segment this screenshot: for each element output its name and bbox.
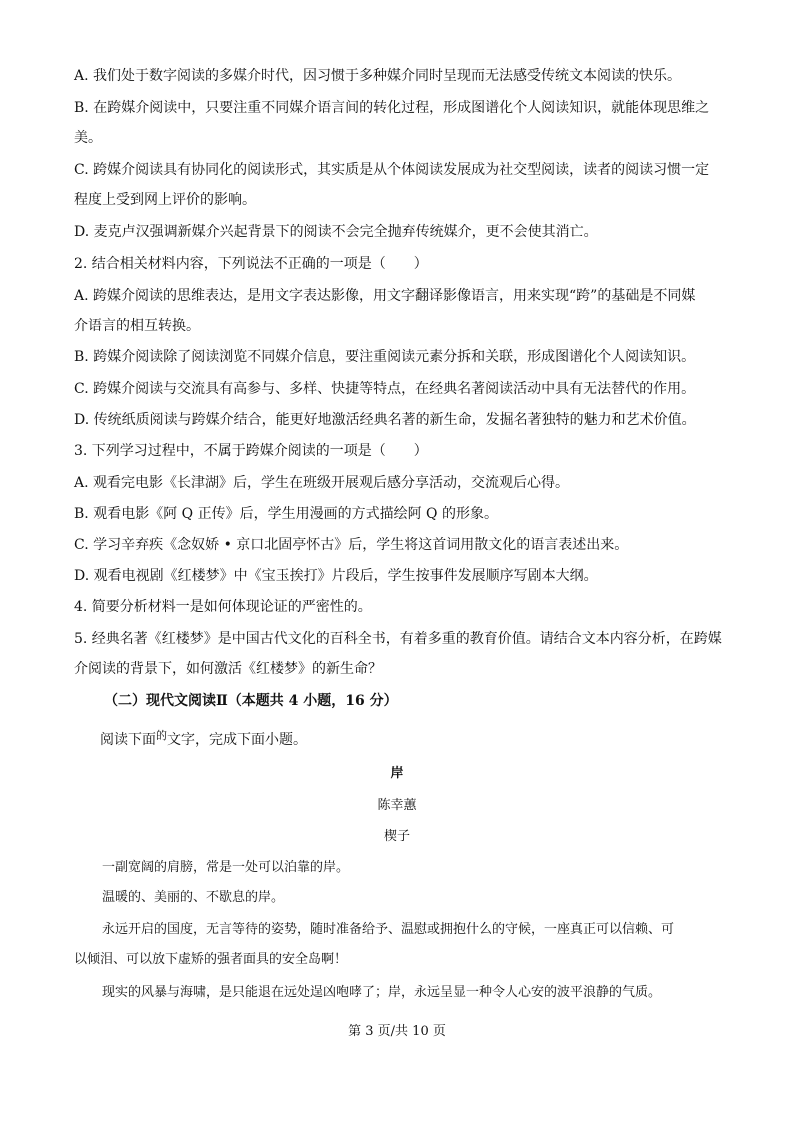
q4-stem: 4. 简要分析材料一是如何体现论证的严密性的。 [74,599,372,615]
q3-option-c: C. 学习辛弃疾《念奴娇 • 京口北固亭怀古》后，学生将这首词用散文化的语言表述出来。 [74,537,629,553]
q2-option-d: D. 传统纸质阅读与跨媒介结合，能更好地激活经典名著的新生命，发掘名著独特的魅力和艺术价值。 [74,412,696,428]
page-footer: 第 3 页/共 10 页 [348,1024,446,1039]
reading-instruction [100,730,760,751]
article-author: 陈幸蕙 [377,798,417,813]
article-paragraph-1: 一副宽阔的肩膀，常是一处可以泊靠的岸。 [102,860,350,875]
article-paragraph-2: 温暖的、美丽的、不歇息的岸。 [102,890,285,905]
q3-option-a: A. 观看完电影《长津湖》后，学生在班级开展观后感分享活动，交流观后心得。 [74,475,570,491]
q2-option-a-line1: A. 跨媒介阅读的思维表达，是用文字表达影像，用文字翻译影像语言，用来实现“跨”的基础是不同媒 [74,288,696,304]
instruction-sup: 的 [156,729,167,742]
article-subtitle: 楔子 [383,829,410,844]
article-paragraph-3-line1: 永远开启的国度，无言等待的姿势，随时准备给予、温慰或拥抱什么的守候，一座真正可以信赖、可 [102,922,675,937]
q1-option-c-line1: C. 跨媒介阅读具有协同化的阅读形式，其实质是从个体阅读发展成为社交型阅读，读者的阅读习惯一定 [74,162,710,178]
instruction-pre: 阅读下面 [100,732,156,748]
q5-stem-line1: 5. 经典名著《红楼梦》是中国古代文化的百科全书，有着多重的教育价值。请结合文本内容分析，在跨媒 [74,631,722,647]
q1-option-b-line1: B. 在跨媒介阅读中，只要注重不同媒介语言间的转化过程，形成图谱化个人阅读知识，就能体现思维之 [74,100,710,116]
q1-option-c-line2: 程度上受到网上评价的影响。 [74,192,256,208]
article-paragraph-4: 现实的风暴与海啸，是只能退在远处逞凶咆哮了；岸，永远呈显一种令人心安的波平浪静的气质。 [102,985,662,1000]
q1-option-d: D. 麦克卢汉强调新媒介兴起背景下的阅读不会完全抛弃传统媒介，更不会使其消亡。 [74,224,598,240]
instruction-post: 文字，完成下面小题。 [167,732,307,748]
q2-option-a-line2: 介语言的相互转换。 [74,318,200,334]
q2-option-b: B. 跨媒介阅读除了阅读浏览不同媒介信息，要注重阅读元素分拆和关联，形成图谱化个人阅读知识。 [74,349,696,365]
article-title: 岸 [390,766,404,781]
q2-stem: 2. 结合相关材料内容，下列说法不正确的一项是（ ） [74,256,428,272]
q2-option-c: C. 跨媒介阅读与交流具有高参与、多样、快捷等特点，在经典名著阅读活动中具有无法替代的作用。 [74,381,696,397]
article-paragraph-3-line2: 以倾泪、可以放下虚矫的强者面具的安全岛啊！ [74,952,348,967]
q1-option-b-line2: 美。 [74,130,102,146]
q5-stem-line2: 介阅读的背景下，如何激活《红楼梦》的新生命？ [74,661,382,677]
q1-option-a: A. 我们处于数字阅读的多媒介时代，因习惯于多种媒介同时呈现而无法感受传统文本阅读的快乐。 [74,68,682,84]
section-heading: （二）现代文阅读Ⅱ（本题共 4 小题，16 分） [104,693,398,709]
q3-option-b: B. 观看电影《阿 Q 正传》后，学生用漫画的方式描绘阿 Q 的形象。 [74,506,498,522]
q3-stem: 3. 下列学习过程中，不属于跨媒介阅读的一项是（ ） [74,443,428,459]
q3-option-d: D. 观看电视剧《红楼梦》中《宝玉挨打》片段后，学生按事件发展顺序写剧本大纲。 [74,568,598,584]
